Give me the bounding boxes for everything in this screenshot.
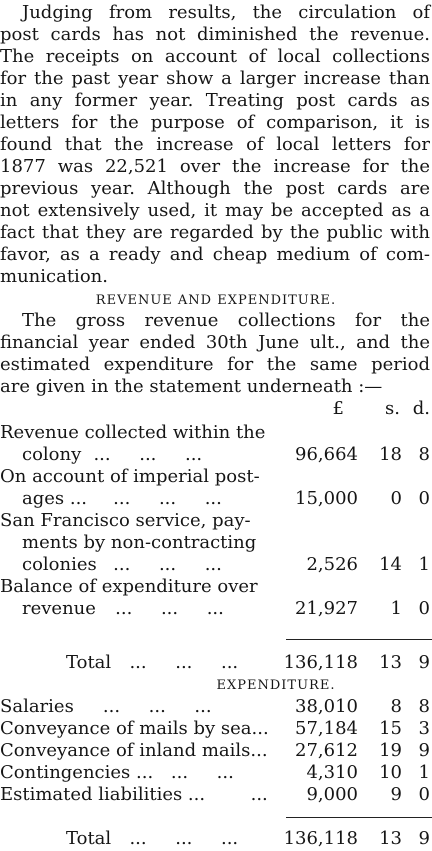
intro-line: found that the increase of local letters for	[0, 134, 430, 155]
revenue-row	[0, 554, 432, 576]
intro-line: in any former year. Treating post cards as	[0, 90, 430, 111]
pence-value: 1	[418, 554, 430, 575]
expenditure-heading: EXPENDITURE.	[216, 678, 336, 693]
leader-dots: ... ... ...	[118, 828, 239, 849]
revenue-row	[0, 422, 432, 444]
total-label: Total	[66, 828, 112, 849]
pence-value: 3	[418, 718, 430, 739]
shillings-value: 9	[390, 784, 402, 805]
row-label: revenue	[22, 598, 96, 619]
intro-line: for the past year show a larger increase than	[0, 68, 430, 89]
leader-dots: ... ... ...	[96, 554, 222, 575]
pence-value: 0	[418, 784, 430, 805]
leader-dots: ... ... ...	[118, 652, 239, 673]
intro-line: not extensively used, it may be accepted as a	[0, 200, 430, 221]
intro-line: post cards has not diminished the revenue.	[0, 24, 430, 45]
row-label: Conveyance of mails by sea...	[0, 718, 269, 739]
leader-dots: ... ... ...	[98, 598, 224, 619]
expenditure-row	[0, 762, 432, 784]
revenue-row	[0, 488, 432, 510]
leader-dots: ...	[222, 784, 268, 805]
pounds-value: 136,118	[283, 828, 358, 849]
pence-value: 9	[418, 652, 430, 673]
pence-value: 9	[418, 828, 430, 849]
revenue-row	[0, 598, 432, 620]
shillings-header: s.	[385, 398, 400, 419]
leader-dots: ... ... ...	[82, 444, 203, 465]
pounds-value: 9,000	[306, 784, 358, 805]
expenditure-row	[0, 696, 432, 718]
pounds-value: 136,118	[283, 652, 358, 673]
intro-line: fact that they are regarded by the public with	[0, 222, 430, 243]
intro-line: previous year. Although the post cards are	[0, 178, 430, 199]
shillings-value: 15	[379, 718, 402, 739]
pence-value: 8	[418, 444, 430, 465]
shillings-value: 8	[390, 696, 402, 717]
intro-line: The receipts on account of local collections	[0, 46, 430, 67]
expenditure-total-row	[0, 828, 432, 850]
intro-line: letters for the purpose of comparison, it is	[0, 112, 430, 133]
pounds-value: 4,310	[306, 762, 358, 783]
row-label: San Francisco service, pay-	[0, 510, 251, 531]
shillings-value: 10	[379, 762, 402, 783]
row-label: Revenue collected within the	[0, 422, 266, 443]
shillings-value: 19	[379, 740, 402, 761]
pence-header: d.	[412, 398, 430, 419]
intro-line: 1877 was 22,521 over the increase for the	[0, 156, 430, 177]
shillings-value: 18	[379, 444, 402, 465]
row-label: ments by non-contracting	[22, 532, 257, 553]
expenditure-row	[0, 784, 432, 806]
row-label: Salaries	[0, 696, 74, 717]
pounds-value: 27,612	[295, 740, 358, 761]
row-label: ages ...	[22, 488, 88, 509]
leader-dots: ... ... ...	[96, 488, 222, 509]
intro-line: munication.	[0, 266, 108, 287]
revenue-total-row	[0, 652, 432, 674]
intro-line: Judging from results, the circulation of	[22, 2, 430, 23]
row-label: colonies	[22, 554, 97, 575]
statement-line: are given in the statement underneath :—	[0, 376, 383, 397]
pounds-value: 15,000	[295, 488, 358, 509]
shillings-value: 14	[379, 554, 402, 575]
revenue-row	[0, 510, 432, 532]
row-label: Conveyance of inland mails...	[0, 740, 268, 761]
statement-line: The gross revenue collections for the	[22, 310, 430, 331]
pounds-value: 21,927	[295, 598, 358, 619]
revenue-row	[0, 532, 432, 554]
shillings-value: 13	[379, 828, 402, 849]
row-label: Contingencies ...	[0, 762, 154, 783]
row-label: On account of imperial post-	[0, 466, 260, 487]
revenue-row	[0, 576, 432, 598]
total-label: Total	[66, 652, 112, 673]
shillings-value: 1	[390, 598, 402, 619]
pounds-header: £	[332, 398, 344, 419]
shillings-value: 13	[379, 652, 402, 673]
pounds-value: 96,664	[295, 444, 358, 465]
pence-value: 0	[418, 488, 430, 509]
expenditure-row	[0, 740, 432, 762]
pence-value: 8	[418, 696, 430, 717]
total-rule	[286, 817, 432, 818]
row-label: colony	[22, 444, 82, 465]
revenue-row	[0, 466, 432, 488]
statement-line: estimated expenditure for the same period	[0, 354, 430, 375]
pounds-value: 38,010	[295, 696, 358, 717]
row-label: Balance of expenditure over	[0, 576, 258, 597]
column-headers	[0, 398, 432, 420]
pence-value: 9	[418, 740, 430, 761]
revenue-row	[0, 444, 432, 466]
total-rule	[286, 639, 432, 640]
pounds-value: 57,184	[295, 718, 358, 739]
pence-value: 0	[418, 598, 430, 619]
intro-line: favor, as a ready and cheap medium of com-	[0, 244, 430, 265]
row-label: Estimated liabilities ...	[0, 784, 206, 805]
statement-line: financial year ended 30th June ult., and the	[0, 332, 430, 353]
section-heading: REVENUE AND EXPENDITURE.	[95, 293, 337, 308]
pounds-value: 2,526	[306, 554, 358, 575]
leader-dots: ... ... ...	[80, 696, 212, 717]
expenditure-row	[0, 718, 432, 740]
pence-value: 1	[418, 762, 430, 783]
leader-dots: ... ...	[148, 762, 234, 783]
shillings-value: 0	[390, 488, 402, 509]
